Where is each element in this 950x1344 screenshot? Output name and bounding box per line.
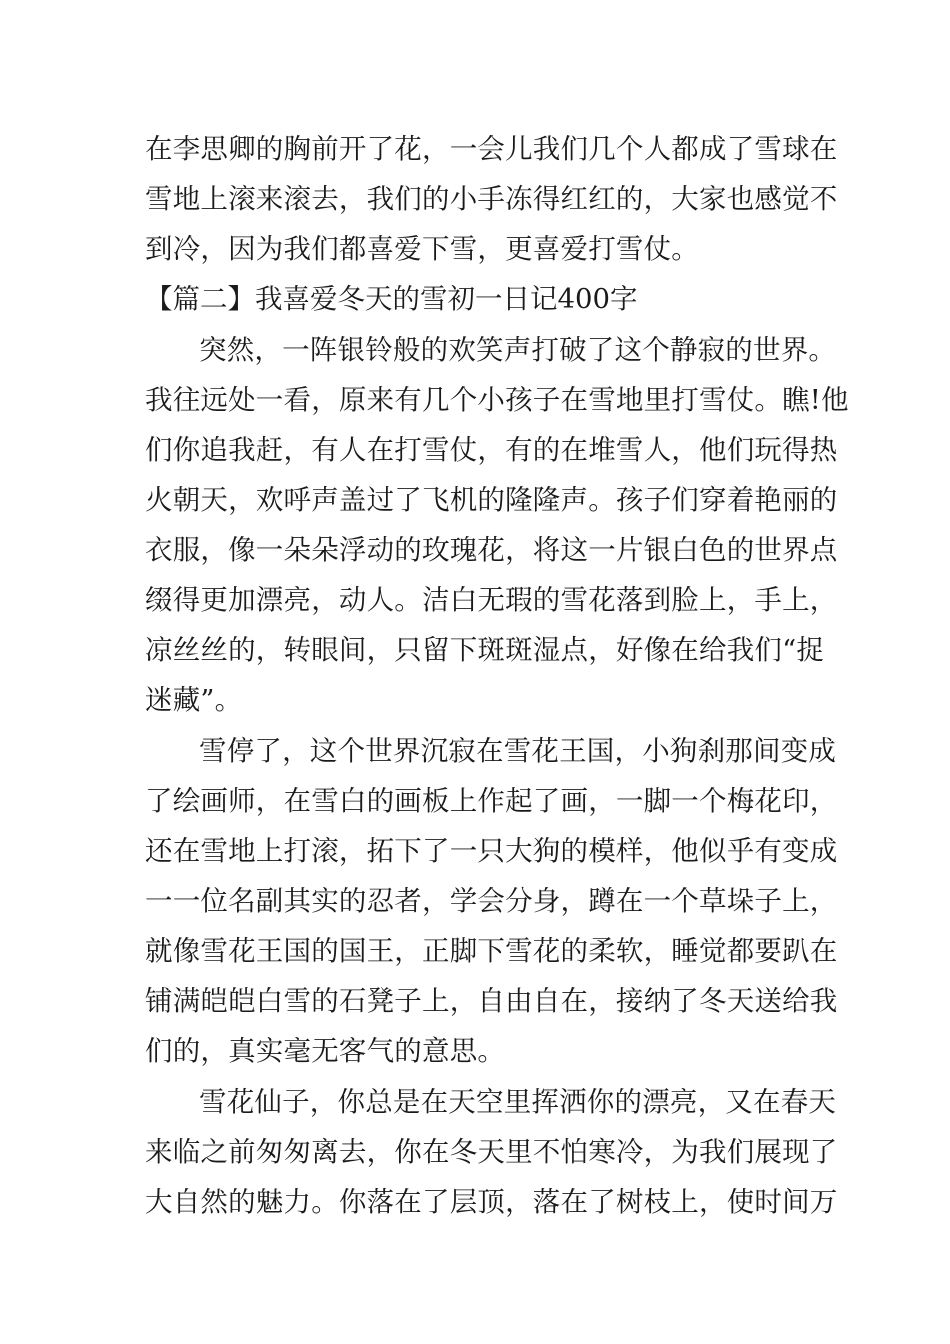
paragraph-line: 一一位名副其实的忍者，学会分身，蹲在一个草垛子上， xyxy=(145,885,838,917)
paragraph-line: 们的，真实毫无客气的意思。 xyxy=(145,1035,506,1067)
paragraph-line: 突然，一阵银铃般的欢笑声打破了这个静寂的世界。 xyxy=(199,334,837,366)
paragraph-line: 凉丝丝的，转眼间，只留下斑斑湿点，好像在给我们“捉 xyxy=(145,634,825,666)
paragraph-line: 还在雪地上打滚，拓下了一只大狗的模样，他似乎有变成 xyxy=(145,835,838,867)
paragraph-line: 了绘画师，在雪白的画板上作起了画，一脚一个梅花印， xyxy=(145,785,838,817)
paragraph-line: 雪花仙子，你总是在天空里挥洒你的漂亮，又在春天 xyxy=(199,1086,837,1118)
paragraph-line: 来临之前匆匆离去，你在冬天里不怕寒冷，为我们展现了 xyxy=(145,1136,838,1168)
section-heading: 【篇二】我喜爱冬天的雪初一日记400字 xyxy=(145,283,638,315)
paragraph-line: 铺满皑皑白雪的石凳子上，自由自在，接纳了冬天送给我 xyxy=(145,985,838,1017)
paragraph-line: 大自然的魅力。你落在了层顶，落在了树枝上，使时间万 xyxy=(145,1186,838,1218)
paragraph-line: 雪停了，这个世界沉寂在雪花王国，小狗刹那间变成 xyxy=(199,735,837,767)
paragraph-line: 衣服，像一朵朵浮动的玫瑰花，将这一片银白色的世界点 xyxy=(145,534,838,566)
paragraph-line: 缀得更加漂亮，动人。洁白无瑕的雪花落到脸上，手上， xyxy=(145,584,838,616)
paragraph-line: 们你追我赶，有人在打雪仗，有的在堆雪人，他们玩得热 xyxy=(145,434,838,466)
paragraph-line: 我往远处一看，原来有几个小孩子在雪地里打雪仗。瞧!他 xyxy=(145,384,849,416)
paragraph-line: 火朝天，欢呼声盖过了飞机的隆隆声。孩子们穿着艳丽的 xyxy=(145,484,838,516)
paragraph-line: 迷藏”。 xyxy=(145,684,243,716)
text-line: 到冷，因为我们都喜爱下雪，更喜爱打雪仗。 xyxy=(145,233,699,265)
paragraph-line: 就像雪花王国的国王，正脚下雪花的柔软，睡觉都要趴在 xyxy=(145,935,838,967)
text-line: 在李思卿的胸前开了花，一会儿我们几个人都成了雪球在 xyxy=(145,133,838,165)
text-line: 雪地上滚来滚去，我们的小手冻得红红的，大家也感觉不 xyxy=(145,183,838,215)
